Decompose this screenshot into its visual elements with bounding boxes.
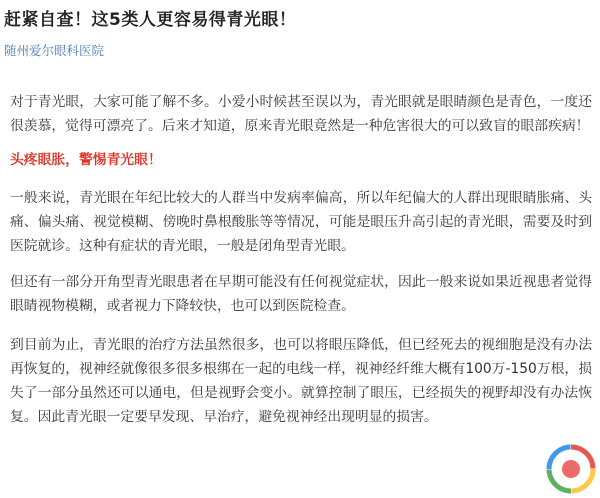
article-body [10, 90, 592, 429]
paragraph-intro: 对于青光眼，大家可能了解不多。小爱小时候甚至误以为，青光眼就是眼睛颜色是青色，一度还很羡慕，觉得可漂亮了。后来才知道，原来青光眼竟然是一种危害很大的可以致盲的眼部疾病！ [10, 94, 592, 134]
article-title: 赶紧自查！这5类人更容易得青光眼！ [4, 10, 297, 30]
section-heading: 头疼眼胀，警惕青光眼！ [10, 152, 162, 168]
paragraph-open-angle: 但还有一部分开角型青光眼患者在早期可能没有任何视觉症状，因此一般来说如果近视患者觉得眼睛视物模糊，或者视力下降较快，也可以到医院检查。 [10, 274, 592, 314]
paragraph-treatment: 到目前为止，青光眼的治疗方法虽然很多，也可以将眼压降低，但已经死去的视细胞是没有办法再恢复的，视神经就像很多很多根绑在一起的电线一样，视神经纤维大概有100万-150万根，损失了一部分虽然还可以通电，但是视野会变小。就算控制了眼压，已经损失的视野却没有办法恢复。因此青光眼一定要早发现、早治疗，避免视神经出现明显的损害。 [10, 337, 592, 425]
paragraph-symptoms: 一般来说，青光眼在年纪比较大的人群当中发病率偏高，所以年纪偏大的人群出现眼睛胀痛、头痛、偏头痛、视觉模糊、傍晚时鼻根酸胀等等情况，可能是眼压升高引起的青光眼，需要及时到医院就诊。这种有症状的青光眼，一般是闭角型青光眼。 [10, 190, 592, 254]
watermark-logo-icon [546, 444, 596, 494]
article-source[interactable]: 随州爱尔眼科医院 [4, 43, 105, 58]
